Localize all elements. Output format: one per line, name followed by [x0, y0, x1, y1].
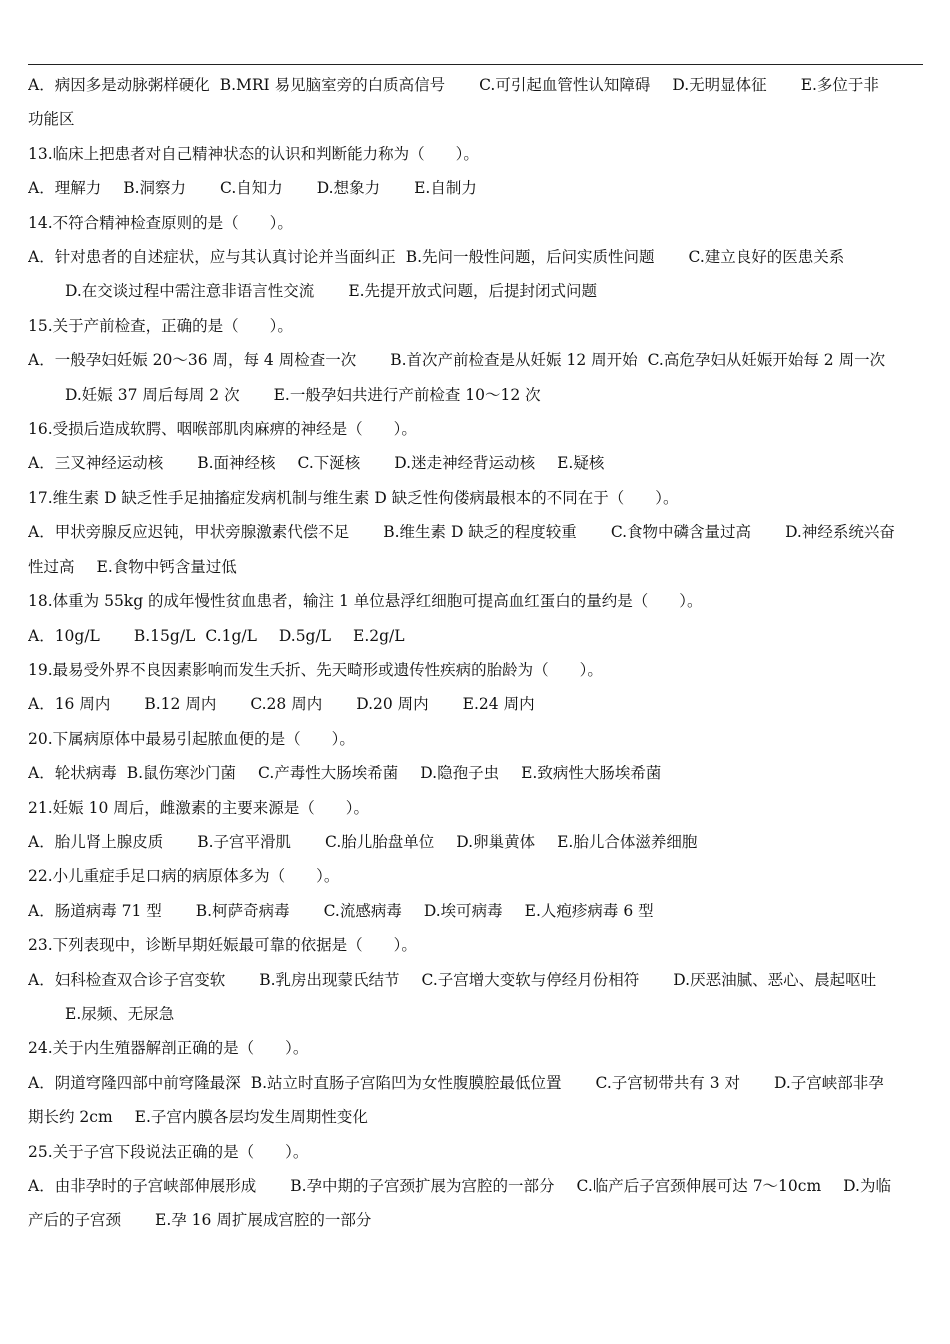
- q25-options-line-2: [28, 1203, 923, 1237]
- q13-option-d: D.想象力: [316, 179, 381, 198]
- q25-option-a: A．由非孕时的子宫峡部伸展形成: [28, 1177, 257, 1195]
- q20-option-a: A．轮状病毒: [28, 764, 117, 783]
- q15-option-e: E.一般孕妇共进行产前检查 10～12 次: [273, 385, 541, 404]
- q19-option-c: C.28 周内: [250, 695, 323, 714]
- header-rule: [28, 64, 923, 65]
- q13-option-e: E.自制力: [414, 179, 477, 198]
- q16-option-d: D.迷走神经背运动核: [394, 454, 536, 473]
- q19-stem: 19.最易受外界不良因素影响而发生夭折、先天畸形或遗传性疾病的胎龄为（ ）。: [28, 660, 603, 679]
- q14-stem: 14.不符合精神检查原则的是（ ）。: [28, 213, 293, 232]
- q14-option-c: C.建立良好的医患关系: [688, 248, 845, 267]
- q17-option-d: D.神经系统兴奋: [785, 523, 895, 542]
- q23-option-b: B.乳房出现蒙氏结节: [259, 970, 400, 989]
- q21-option-e: E.胎儿合体滋养细胞: [557, 832, 698, 851]
- q24-options-line-2: [28, 1100, 923, 1134]
- q18-option-e: E.2g/L: [353, 626, 405, 645]
- q14-options-line: [28, 240, 923, 274]
- q21-option-b: B.子宫平滑肌: [197, 832, 292, 851]
- q25-option-c: C.临产后子宫颈伸展可达 7～10cm: [576, 1177, 822, 1195]
- q22-option-a: A．肠道病毒 71 型: [28, 901, 162, 920]
- q16-stem: 16.受损后造成软腭、咽喉部肌肉麻痹的神经是（ ）。: [28, 420, 417, 439]
- q15-option-a: A．一般孕妇妊娠 20～36 周，每 4 周检查一次: [28, 351, 357, 370]
- q17-option-b: B.维生素 D 缺乏的程度较重: [383, 523, 577, 542]
- q13-option-c: C.自知力: [220, 179, 283, 198]
- q23-option-d: D.厌恶油腻、恶心、晨起呕吐: [673, 970, 877, 989]
- q25-option-d: D.为临: [843, 1177, 891, 1195]
- q23-options-line: [28, 963, 923, 997]
- q20-stem: 20.下属病原体中最易引起脓血便的是（ ）。: [28, 729, 355, 748]
- q24-stem: 24.关于内生殖器解剖正确的是（ ）。: [28, 1039, 309, 1058]
- q19-option-d: D.20 周内: [356, 695, 429, 714]
- q14-option-e: E.先提开放式问题，后提封闭式问题: [348, 282, 598, 301]
- q12-option-e: E.多位于非: [800, 76, 879, 94]
- q16-option-b: B.面神经核: [197, 454, 276, 473]
- q13-options-line: [28, 171, 923, 205]
- q21-option-a: A．胎儿肾上腺皮质: [28, 832, 164, 851]
- q25-stem: 25.关于子宫下段说法正确的是（ ）。: [28, 1142, 309, 1161]
- q24-option-e: E.子宫内膜各层均发生周期性变化: [134, 1108, 368, 1127]
- q22-option-b: B.柯萨奇病毒: [195, 901, 290, 920]
- q15-options-line-2: [28, 378, 923, 412]
- q20-options-line: [28, 756, 923, 790]
- q13-option-a: A．理解力: [28, 179, 102, 198]
- q21-option-d: D.卵巢黄体: [456, 832, 536, 851]
- q21-options-line: [28, 825, 923, 859]
- q15-option-b: B.首次产前检查是从妊娠 12 周开始: [390, 351, 638, 370]
- q14-option-d: D.在交谈过程中需注意非语言性交流: [65, 282, 315, 301]
- q23-option-a: A．妇科检查双合诊子宫变软: [28, 970, 226, 989]
- q25-wrap: 产后的子宫颈: [28, 1211, 122, 1230]
- q14-option-a: A．针对患者的自述症状，应与其认真讨论并当面纠正: [28, 248, 396, 267]
- q18-option-c: C.1g/L: [205, 626, 257, 645]
- q24-option-b: B.站立时直肠子宫陷凹为女性腹膜腔最低位置: [250, 1073, 562, 1092]
- q15-option-c: C.高危孕妇从妊娠开始每 2 周一次: [647, 351, 886, 370]
- q16-option-e: E.疑核: [557, 454, 605, 473]
- q24-wrap: 期长约 2cm: [28, 1108, 113, 1127]
- q24-option-c: C.子宫韧带共有 3 对: [595, 1073, 740, 1092]
- q19-option-e: E.24 周内: [462, 695, 535, 714]
- q20-option-d: D.隐孢子虫: [420, 764, 500, 783]
- q12-option-c: C.可引起血管性认知障碍: [479, 76, 651, 94]
- q13-stem: 13.临床上把患者对自己精神状态的认识和判断能力称为（ ）。: [28, 144, 479, 163]
- exam-page: [28, 68, 923, 1238]
- q25-option-e: E.孕 16 周扩展成宫腔的一部分: [155, 1211, 372, 1230]
- q12-option-d: D.无明显体征: [672, 76, 767, 94]
- q24-option-a: A．阴道穹隆四部中前穹隆最深: [28, 1073, 241, 1092]
- q18-option-b: B.15g/L: [133, 626, 196, 645]
- q21-stem: 21.妊娠 10 周后，雌激素的主要来源是（ ）。: [28, 798, 369, 817]
- q19-options-line: [28, 687, 923, 721]
- q12-option-a: A．病因多是动脉粥样硬化: [28, 76, 210, 94]
- q16-options-line: [28, 446, 923, 480]
- q14-options-line-2: [28, 274, 923, 308]
- q22-option-c: C.流感病毒: [323, 901, 402, 920]
- q22-options-line: [28, 894, 923, 928]
- q14-option-b: B.先问一般性问题，后问实质性问题: [405, 248, 655, 267]
- q22-stem: 22.小儿重症手足口病的病原体多为（ ）。: [28, 867, 340, 886]
- q20-option-b: B.鼠伤寒沙门菌: [126, 764, 237, 783]
- q21-option-c: C.胎儿胎盘单位: [325, 832, 435, 851]
- q23-option-c: C.子宫增大变软与停经月份相符: [421, 970, 640, 989]
- q17-options-line-2: [28, 550, 923, 584]
- q17-option-c: C.食物中磷含量过高: [610, 523, 752, 542]
- q15-stem: 15.关于产前检查，正确的是（ ）。: [28, 316, 293, 335]
- q25-option-b: B.孕中期的子宫颈扩展为宫腔的一部分: [290, 1177, 555, 1195]
- q13-option-b: B.洞察力: [123, 179, 187, 198]
- q19-option-b: B.12 周内: [144, 695, 217, 714]
- q23-option-e: E.尿频、无尿急: [65, 1004, 175, 1023]
- q24-options-line: [28, 1066, 923, 1100]
- q23-stem: 23.下列表现中，诊断早期妊娠最可靠的依据是（ ）。: [28, 936, 417, 955]
- q24-option-d: D.子宫峡部非孕: [773, 1073, 884, 1092]
- q20-option-c: C.产毒性大肠埃希菌: [258, 764, 399, 783]
- q19-option-a: A．16 周内: [28, 695, 111, 714]
- q17-options-line: [28, 515, 923, 549]
- q18-option-d: D.5g/L: [278, 626, 331, 645]
- q18-option-a: A．10g/L: [28, 626, 100, 645]
- q17-option-a: A．甲状旁腺反应迟钝，甲状旁腺激素代偿不足: [28, 523, 350, 542]
- q15-option-d: D.妊娠 37 周后每周 2 次: [65, 385, 240, 404]
- q18-stem: 18.体重为 55kg 的成年慢性贫血患者，输注 1 单位悬浮红细胞可提高血红蛋白的量约是（ ）。: [28, 592, 703, 611]
- q17-wrap: 性过高: [28, 557, 75, 576]
- q23-options-line-2: [28, 997, 923, 1031]
- q15-options-line: [28, 343, 923, 377]
- q12-option-b: B.MRI 易见脑室旁的白质高信号: [219, 76, 446, 94]
- q12-options-line: [28, 68, 923, 102]
- q22-option-d: D.埃可病毒: [423, 901, 503, 920]
- q17-option-e: E.食物中钙含量过低: [96, 557, 237, 576]
- q16-option-c: C.下涎核: [297, 454, 361, 473]
- q18-options-line: [28, 619, 923, 653]
- q22-option-e: E.人疱疹病毒 6 型: [524, 901, 654, 920]
- q20-option-e: E.致病性大肠埃希菌: [521, 764, 662, 783]
- q12-wrap-line: 功能区: [28, 110, 75, 129]
- q16-option-a: A．三叉神经运动核: [28, 454, 164, 473]
- q17-stem: 17.维生素 D 缺乏性手足抽搐症发病机制与维生素 D 缺乏性佝偻病最根本的不同在于（ ）。: [28, 488, 679, 507]
- q25-options-line: [28, 1169, 923, 1203]
